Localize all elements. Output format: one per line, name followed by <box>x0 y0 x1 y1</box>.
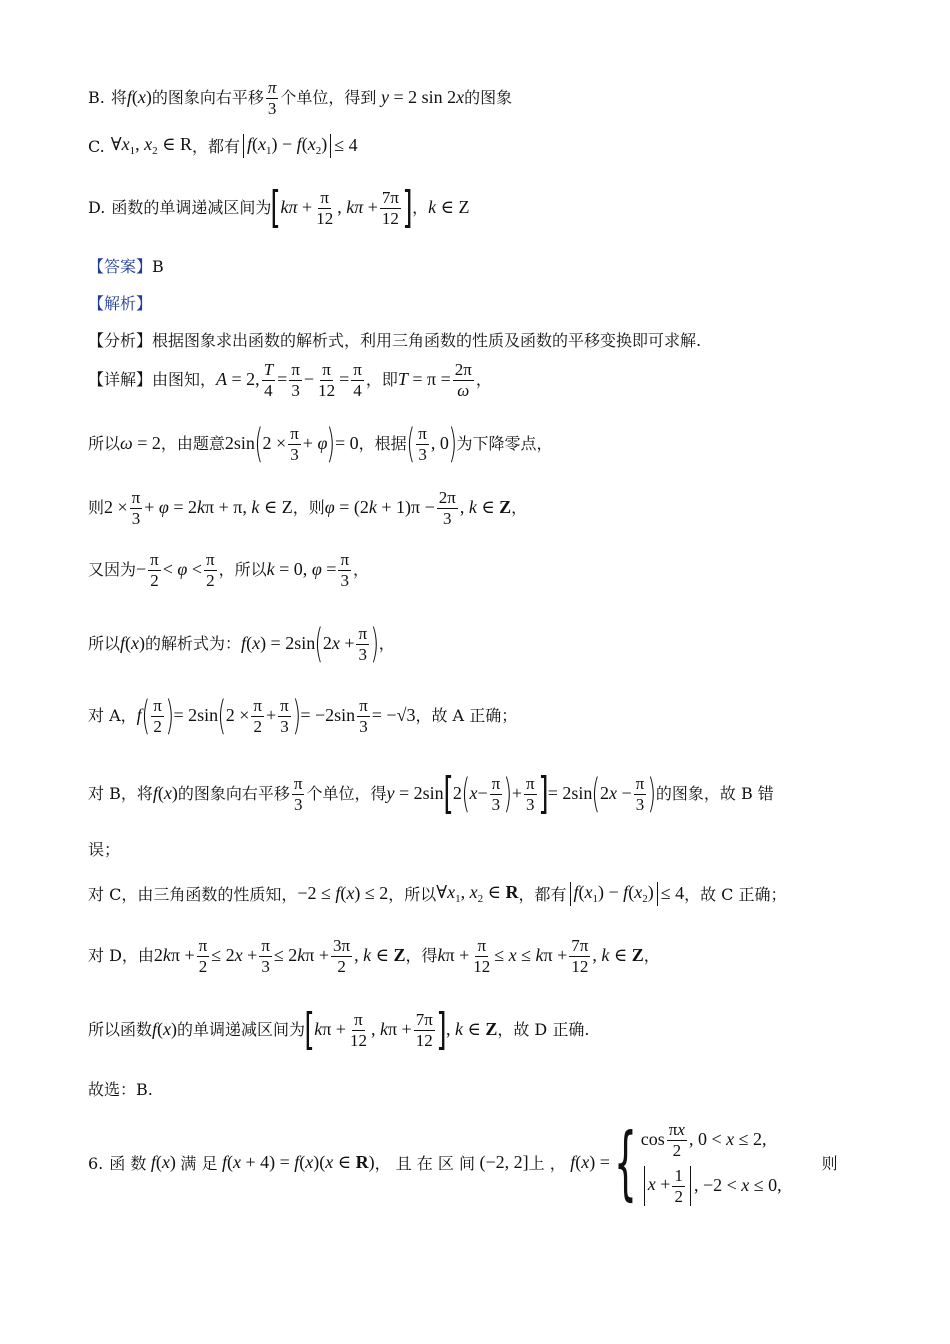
expression-line: 所以 f(x) 的解析式为： f(x) = 2sin ( 2x + $\frac{\pi}{3}$ ) ， <box>88 621 395 668</box>
text: 对 C，由三角函数的性质知， <box>88 884 298 904</box>
detail-line: 【详解】 由图知， A = 2, $\frac{T}{4}$ = $\frac{\pi}{3}$ − $\frac{\pi}{12}$ = $\frac{\pi}{4}$ ，即 T = π = $\frac{2\pi}{\omega}$ ， <box>88 360 492 400</box>
text: ，则 <box>292 498 325 518</box>
option-b: B. 将 f(x) 的图象向右平移 $\frac{\pi}{3}$ 个单位，得到 y = 2 sin 2x 的图象 <box>88 78 513 118</box>
text: 满 足 <box>180 1153 218 1173</box>
check-a-line: 对 A， f ( $\frac{\pi}{2}$ ) = 2sin ( 2 × $\frac{\pi}{2}$ + $\frac{\pi}{3}$ ) = −2sin $\frac{\pi}{3}$ = −√3 ，故 A 正确； <box>88 693 518 740</box>
text: 对 B，将 <box>88 784 153 804</box>
text: 个单位，得 <box>306 784 387 804</box>
text: ，都有 <box>518 884 567 904</box>
check-b-line: 对 B，将 f(x) 的图象向右平移 $\frac{\pi}{3}$ 个单位，得 y = 2sin [ 2 ( x − $\frac{\pi}{3}$ ) + $\frac{\pi}{3}$ ] = 2sin ( 2x − $\frac{\pi}{3}$ ) 的图象，故 B 错 <box>88 768 774 819</box>
text: 则 <box>88 498 105 518</box>
check-b-line-cont <box>88 840 120 859</box>
answer-line <box>88 257 164 276</box>
answer-tag: 【答案】 <box>88 257 153 276</box>
answer-value: B <box>152 257 164 276</box>
text: 上 ， <box>528 1153 566 1173</box>
text: ，由题意 <box>160 434 225 454</box>
text: ，故 D 正确. <box>497 1020 590 1040</box>
option-c: C. $\forall x_1$, $x_2$ ∈ R ，都有 $f(x_1) - f(x_2)$ ≤ 4 <box>88 134 358 157</box>
text: ，所以 <box>218 560 267 580</box>
check-c-line: 对 C，由三角函数的性质知， −2 ≤ f(x) ≤ 2 ，所以 $\forall x_1$, $x_2$ ∈ R ，都有 $f(x_1) - f(x_2)$ ≤ 4 ，故 C 正确； <box>88 882 787 905</box>
text: ，所以 <box>388 884 437 904</box>
text: 的解析式为： <box>145 634 242 654</box>
option-d: D. 函数的单调递减区间为 [ kπ + $\frac{\pi}{12}$ , kπ + $\frac{7\pi}{12}$ ] ， k ∈ Z <box>88 182 470 233</box>
text: 根据图象求出函数的解析式，利用三角函数的性质及函数的平移变换即可求解. <box>152 331 702 350</box>
option-label: B. <box>88 88 105 108</box>
omega-line: 所以 ω = 2 ，由题意 2sin ( 2 × $\frac{\pi}{3}$ + φ ) = 0 ，根据 ( $\frac{\pi}{3}$ , 0 ) 为下降零点， <box>88 421 553 468</box>
option-label: C. <box>88 136 105 156</box>
analysis-heading <box>88 294 152 313</box>
fenxi-tag: 【分析】 <box>88 331 153 350</box>
text: 个单位，得到 <box>280 88 377 108</box>
text: 所以 <box>88 634 121 654</box>
text: 所以 <box>88 434 121 454</box>
check-d-line-2: 所以函数 f(x) 的单调递减区间为 [ kπ + $\frac{\pi}{12}$ , kπ + $\frac{7\pi}{12}$ ] , k ∈ Z ，故 D 正确. <box>88 1004 590 1055</box>
text: ，故 C 正确； <box>684 884 787 904</box>
range-line: 又因为 − $\frac{\pi}{2}$ < φ < $\frac{\pi}{2}$ ，所以 k = 0, φ = $\frac{\pi}{3}$ ， <box>88 550 370 590</box>
detail-tag: 【详解】 <box>88 370 153 390</box>
text: 误； <box>88 840 121 859</box>
text: ，都有 <box>191 136 240 156</box>
text: ， 且 在 区 间 <box>374 1153 475 1173</box>
fenxi-line <box>88 331 701 350</box>
text: 对 D，由 <box>88 946 154 966</box>
text: 的图象向右平移 <box>177 784 290 804</box>
text: ，即 <box>365 370 398 390</box>
conclusion <box>88 1080 153 1099</box>
text: 的图象向右平移 <box>151 88 264 108</box>
text: 又因为 <box>88 560 137 580</box>
text: 由图知， <box>152 370 217 390</box>
text: 为下降零点， <box>456 434 553 454</box>
text: 的图象 <box>464 88 513 108</box>
text: 故选：B. <box>88 1080 153 1099</box>
text: 的单调递减区间为 <box>177 1020 306 1040</box>
text: 则 <box>821 1153 838 1173</box>
analysis-tag: 【解析】 <box>88 294 153 313</box>
text: ，故 A 正确； <box>415 706 518 726</box>
text: 函 数 <box>109 1153 147 1173</box>
text: 对 A， <box>88 706 137 726</box>
text: 函数的单调递减区间为 <box>111 198 272 218</box>
option-label: D. <box>88 198 106 218</box>
text: ，得 <box>405 946 438 966</box>
text: 将 <box>110 88 127 108</box>
phi-line: 则 2 × $\frac{\pi}{3}$ + φ = 2kπ + π, k ∈ Z ，则 φ = (2k + 1)π − $\frac{2\pi}{3}$ , k ∈ Z ， <box>88 488 528 528</box>
text: ，根据 <box>358 434 407 454</box>
question-number: 6. <box>88 1153 104 1173</box>
text: ， <box>412 198 429 218</box>
text: 的图象，故 B 错 <box>655 784 774 804</box>
text: 所以函数 <box>88 1020 153 1040</box>
check-d-line: 对 D，由 2kπ + $\frac{\pi}{2}$ ≤ 2x + $\frac{\pi}{3}$ ≤ 2kπ + $\frac{3\pi}{2}$ , k ∈ Z ，得 kπ + $\frac{\pi}{12}$ ≤ x ≤ kπ + $\frac{7\pi}{12}$ , k ∈ Z ， <box>88 936 660 976</box>
question-6: 6. 函 数 f(x) 满 足 f(x + 4) = f(x)(x ∈ R) ， 且 在 区 间 (−2, 2] 上 ， f(x) = { cos $\frac{\pi x}{2}$ , 0 < x ≤ 2, x + $\frac{1}{2}$ , −2 < x ≤ 0, 则 <box>88 1116 838 1210</box>
